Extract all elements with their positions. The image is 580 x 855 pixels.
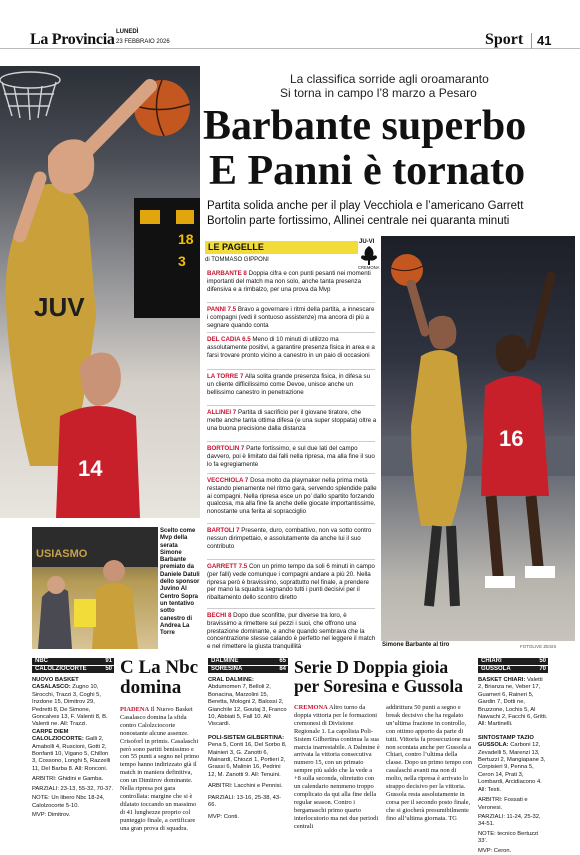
body-text: Altro turno da doppia vittoria per le formazioni cremonesi di Divisione Regionale 1. La capolista Poli-Sistem Gilbertina continua la sua marcia inarrestabile. A Dalmine è arrivata la vittoria consecutiva numero 15, con un primato sempre più saldo che la vede a +8 sulla seconda, oltretutto con un calendario nemmeno troppo complicato da qui alla fine della regular season. Contro i bergamaschi primo quarto interlocutorio ma nei due periodi centrali bbox=[294, 704, 380, 830]
pagella-separator bbox=[207, 332, 375, 333]
team-label: BASKET CHIARI: bbox=[478, 677, 526, 683]
score-row-1 bbox=[32, 658, 114, 665]
pagella-text: Bravo a governare i ritmi della partita, a innescare i compagni (vedi il sontuoso assistenze) ma ancora di più a segnare quando conta bbox=[207, 306, 375, 329]
dateline: CREMONA bbox=[294, 704, 328, 711]
team-score: 84 bbox=[279, 666, 286, 672]
pagella-text: Alla solita grande presenza fisica, in difesa su un cliente difficilissimo come Devoe, unisce anche un bellissimo canestro in penetrazione bbox=[207, 373, 371, 396]
pagella-text: Doppia cifra e con punti pesanti nei momenti importanti del match ma non solo, anche tanta presenza difensiva e a rimbalzo, per una prova da Mvp bbox=[207, 270, 371, 293]
pagella-entry bbox=[207, 612, 377, 651]
team-label: SINTOSTAMP TAZIO GUSSOLA: bbox=[478, 734, 534, 749]
boxscore-text bbox=[208, 677, 288, 821]
svg-text:3: 3 bbox=[178, 253, 186, 269]
subtitle-line-2: Bortolin parte fortissimo, Allinei centrale nei quaranta minuti bbox=[207, 215, 510, 227]
team-roster: Valetti 2, Brianza ne, Veber 17, Guarneri 6, Raineri 5, Gardin 7, Dotti ne, Bruzzone, Lochis 5, Al Nawachi 2, Facchi 6, Gritti. All: Martinelli. bbox=[478, 677, 548, 728]
pagella-text: Parte fortissimo, e sul due lati del campo davvero, poi è limitato dai falli nella ripresa, ma alla fine il suo lo fa egregiamente bbox=[207, 445, 375, 468]
date-day: LUNEDÌ bbox=[116, 29, 139, 35]
pagella-text: Partita di sacrificio per il giovane tiratore, che mette anche tanta ottima difesa (e una super stoppata) oltre a una buona precisione dalla distanza bbox=[207, 409, 377, 432]
scorebox-nbc bbox=[32, 658, 114, 819]
photo-barbante-dunk bbox=[0, 66, 200, 518]
kicker-line-1: La classifica sorride agli oroamaranto bbox=[290, 72, 489, 86]
photo-barbante-shot bbox=[381, 236, 575, 641]
pagella-entry bbox=[207, 527, 377, 550]
score-row-1 bbox=[208, 658, 288, 665]
team-name: SORESINA bbox=[211, 666, 243, 672]
pagella-entry bbox=[207, 563, 377, 602]
team-label: NUOVO BASKET CASALASCO: bbox=[32, 677, 79, 691]
pagella-separator bbox=[207, 473, 375, 474]
pagella-entry bbox=[207, 445, 377, 468]
team-score: 70 bbox=[539, 666, 546, 672]
section-name: Sport bbox=[485, 31, 524, 48]
pagella-entry bbox=[207, 477, 377, 516]
pagella-entry bbox=[207, 409, 377, 432]
arbitri: ARBITRI: Lacchini e Pennisi. bbox=[208, 783, 283, 790]
team-name: NBC bbox=[35, 658, 48, 664]
team-name: CHIARI bbox=[481, 658, 502, 664]
team-name: GUSSOLA bbox=[481, 666, 511, 672]
team-roster: Galli 2, Amabolli 4, Ruscioni, Gotti 2, Bonfanti 10, Vigano 5, Chillon 3, Cossono, Longhi 5, Razzelli 11, Del Barba 8. All: Ronconi. bbox=[32, 736, 111, 772]
date-full: 23 FEBBRAIO 2026 bbox=[116, 39, 170, 45]
team-roster: Pena 5, Conti 16, Del Sorbo 8, Mainieri 3, G. Zanotti 6, Mainardi, Chiozzi 1, Portieri 2, Grassi 6, Malinin 16, Pedrini 12, M. Zanotti 9. All: Tenuini. bbox=[208, 742, 287, 778]
arbitri: ARBITRI: Ghidini e Gamba. bbox=[32, 776, 104, 783]
article-title-1: Serie D Doppia gioia bbox=[294, 657, 449, 677]
pagella-separator bbox=[207, 608, 375, 609]
headline-line-2: E Panni è tornato bbox=[209, 148, 526, 194]
pagella-player: GARRETT 7.5 bbox=[207, 563, 248, 570]
pagella-player: VECCHIOLA 7 bbox=[207, 477, 249, 484]
pagella-player: LA TORRE 7 bbox=[207, 373, 244, 380]
pagella-entry bbox=[207, 306, 377, 329]
article-body-col-1 bbox=[294, 704, 380, 831]
pagella-text: Meno di 10 minuti di utilizzo ma assolutamente positivi, a garantire presenza fisica in area e a farsi trovare pronto vicino a canestro in un paio di occasioni bbox=[207, 336, 375, 359]
pagella-player: DEL CADIA 6.5 bbox=[207, 336, 251, 343]
pagella-player: BARTOLI 7 bbox=[207, 527, 240, 534]
article-serie-d bbox=[294, 658, 472, 831]
article-title-2: domina bbox=[120, 677, 182, 698]
headline-line-1: Barbante superbo bbox=[203, 103, 527, 149]
score-row-2 bbox=[478, 666, 548, 673]
parziali: PARZIALI: 13-16, 25-38, 43-66. bbox=[208, 794, 282, 809]
article-columns bbox=[294, 704, 472, 831]
subtitle-line-1: Partita solida anche per il play Vecchiola e l’americano Garrett bbox=[207, 200, 524, 212]
article-title-1: C La Nbc bbox=[120, 657, 199, 678]
team-name: CALOLZIOCORTE bbox=[35, 666, 87, 672]
pagella-text: Con un primo tempo da soli 6 minuti in campo (per falli) vede comunque i compagni andare a più 20. Nella ripresa però è bravissimo, soprattutto nel finale, a prendere per mano la squadra segnando tutti i punti decisivi per il ribaltamento dello scontro diretto bbox=[207, 563, 375, 602]
score-row-2 bbox=[32, 666, 114, 673]
photo-mvp-award bbox=[32, 527, 158, 649]
article-body-col-2: addirittura 50 punti a segno e break decisivo che ha regalato un’ultima frazione in controllo, con ottimo apporto da parte di tutti. Vittoria fa prosecuzione ma non scontata anche per Gussola a Chiari, contro l’ultima della classe. Dopo un primo tempo con casalaschi avanti ma non di molto, nella ripresa è arrivato lo strappo decisivo per la vittoria. Gussola resta assolutamente in corsa per il secondo posto finale, che si giocherà presumibilmente fino all’ultima giornata. TG bbox=[386, 704, 472, 822]
photo-credit: FOTOLIVE ZESIS bbox=[520, 644, 557, 649]
boxscore-text bbox=[478, 677, 548, 855]
pagella-player: ALLINEI 7 bbox=[207, 409, 237, 416]
pagella-entry bbox=[207, 373, 377, 396]
score-row-2 bbox=[208, 666, 288, 673]
caption-right-photo: Simone Barbante al tiro bbox=[382, 642, 450, 648]
body-text: Il Nuovo Basket Casalasco domina la sfida contro Calolzciocorte nonostante alcune assenze. Crisoforl in primis. Casalaschi però sono partiti benissimo e con 55 punti a segno nel primo tempo hanno indirizzato già il match in maniera definitiva, con un Dimitrov dominante. Nella ripresa poi gara controllata: margine che si è dilatato toccando un massimo di 41 lunghezze proprio col punteggio finale, a certificare una gran prova di squadra. bbox=[120, 706, 200, 832]
pagella-player: BORTOLIN 7 bbox=[207, 445, 245, 452]
pagella-separator bbox=[207, 441, 375, 442]
svg-text:CREMONA: CREMONA bbox=[358, 265, 380, 270]
team-label: POLI-SISTEM GILBERTINA: bbox=[208, 734, 285, 741]
pagella-player: BECHI 8 bbox=[207, 612, 232, 619]
team-score: 91 bbox=[105, 658, 112, 664]
team-label: CRAL DALMINE: bbox=[208, 677, 254, 683]
dateline: PIADENA bbox=[120, 706, 150, 713]
caption-small-photo: Scelto come Mvp della serata Simone Barbante premiato da Daniele Datuli dello sponsor Juvino Al Centro Sopra un tentativo sotto canestro di Andrea La Torre bbox=[160, 528, 200, 637]
pagella-player: PANNI 7.5 bbox=[207, 306, 237, 313]
team-roster: Zugno 10, Sirocchi, Trazzi 3, Coghi 5, Inzdone 15, Dimitrov 29, Pedretti 8, De Simone, Goncalves 13, F. Valenti 8, B. Valenti ne. All: Trazzi. bbox=[32, 684, 108, 728]
article-nbc bbox=[120, 658, 202, 833]
pagella-separator bbox=[207, 405, 375, 406]
mvp: MVP: Ceron. bbox=[478, 847, 512, 854]
juvi-cremona-logo bbox=[357, 236, 381, 270]
svg-text:JU-VI: JU-VI bbox=[359, 239, 375, 245]
parziali: PARZIALI: 11-24, 25-32, 34-51. bbox=[478, 813, 541, 828]
svg-text:USIASMO: USIASMO bbox=[36, 548, 88, 560]
pagella-player: BARBANTE 8 bbox=[207, 270, 247, 277]
boxscore-text bbox=[32, 677, 114, 819]
svg-text:JUV: JUV bbox=[34, 292, 85, 322]
team-name: DALMINE bbox=[211, 658, 239, 664]
header-divider bbox=[531, 33, 532, 49]
article-body bbox=[120, 706, 202, 833]
team-roster: Carboni 12, Zevadelli 5, Marenzi 13, Bertuzzi 2, Mangiapane 3, Corpisieri 9, Penna 5, Ceron 14, Prati 3, Lombardi, Arcidiacono 4. All: Testi. bbox=[478, 742, 546, 793]
pagella-text: Dosa molto da playmaker nella prima metà restando pienamente nel ritmo gara, servendo splendide palle ai compagni. Nella ripresa esce un po’ dallo spartito forzando qualcosa, ma alla fine fa anche delle giocate importantissime, nonostante una ferita al sopracciglio bbox=[207, 477, 377, 516]
parziali: PARZIALI: 23-13, 55-32, 70-37. bbox=[32, 785, 114, 792]
team-score: 50 bbox=[539, 658, 546, 664]
scorebox-chiari bbox=[478, 658, 548, 855]
team-roster: Abdumomen 7, Belloli 2, Bonacina, Marzolini 15, Beretta, Mologni 2, Balossi 2, Gianchile 12, Goutaj 3, Franco 10, Abbiati 5, Fall 10. All: Viscardi. bbox=[208, 684, 287, 728]
svg-text:16: 16 bbox=[499, 426, 524, 451]
pagelle-byline: di TOMMASO GIPPONI bbox=[205, 257, 269, 263]
pagella-separator bbox=[207, 523, 375, 524]
note: NOTE: tecnico Bertuzzi 33’. bbox=[478, 830, 539, 845]
svg-text:18: 18 bbox=[178, 231, 194, 247]
team-label: CARPE DIEM CALOLZIOCORTE: bbox=[32, 728, 84, 743]
pagella-text: Dopo due sconfitte, pur diverse tra loro, è bravissimo a rimettere sui pezzi i suoi, che offrono una prestazione dominante, e anche quando sembrava che la concentrazione stesse calando è perfetto nel leggere il match e nel rimettere la giusta tranquillità bbox=[207, 612, 376, 651]
arbitri: ARBITRI: Fossati e Veronesi. bbox=[478, 797, 528, 811]
pagella-text: Presente, duro, combattivo, non va sotto contro nessun dirimpettaio, e assolutamente da anche lui il suo contributo bbox=[207, 527, 372, 550]
article-title-2: per Soresina e Gussola bbox=[294, 676, 464, 696]
team-score: 50 bbox=[105, 666, 112, 672]
pagella-separator bbox=[207, 559, 375, 560]
pagella-separator bbox=[207, 369, 375, 370]
pagella-entry bbox=[207, 336, 377, 359]
page-number: 41 bbox=[537, 33, 552, 48]
paper-name: La Provincia bbox=[30, 31, 115, 48]
team-score: 65 bbox=[279, 658, 286, 664]
kicker-line-2: Si torna in campo l’8 marzo a Pesaro bbox=[280, 86, 477, 100]
svg-text:14: 14 bbox=[78, 456, 103, 481]
pagella-entry bbox=[207, 270, 377, 293]
pagelle-heading: LE PAGELLE bbox=[205, 241, 358, 254]
mvp: MVP: Dimitrov. bbox=[32, 811, 71, 818]
score-row-1 bbox=[478, 658, 548, 665]
mvp: MVP: Conti. bbox=[208, 813, 239, 820]
pagella-separator bbox=[207, 302, 375, 303]
note: NOTE: Un libero Nbc 18-24, Calolzocorte 5-10. bbox=[32, 795, 105, 809]
scorebox-dalmine bbox=[208, 658, 288, 821]
